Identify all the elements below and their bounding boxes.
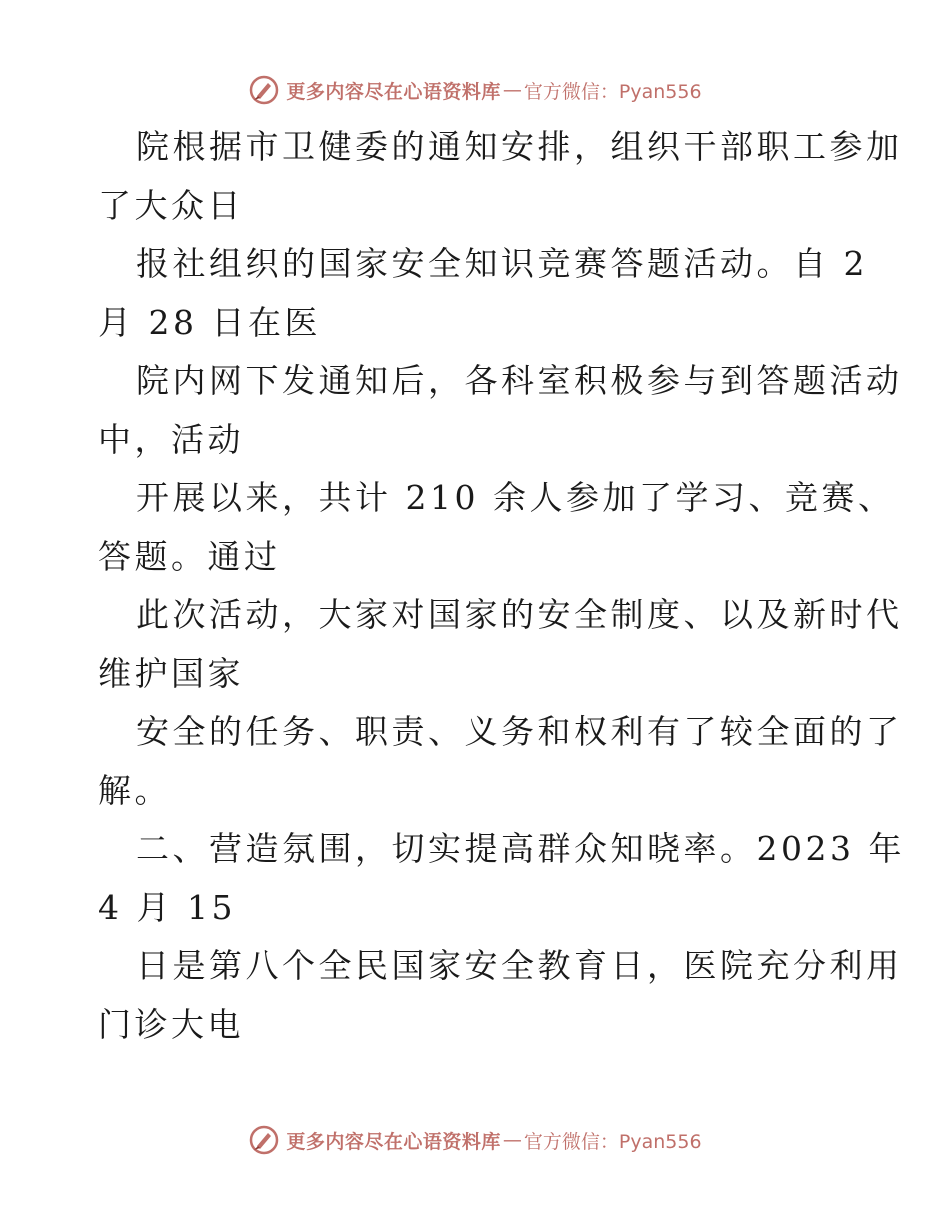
watermark-wechat: 官方微信：Pyan556 bbox=[523, 80, 702, 103]
footer-watermark bbox=[0, 1120, 950, 1160]
text-line: 中，活动 bbox=[98, 419, 244, 459]
text-line: 报社组织的国家安全知识竞赛答题活动。自 2 bbox=[136, 244, 868, 283]
header-watermark bbox=[0, 70, 950, 110]
watermark-separator: — bbox=[502, 79, 522, 101]
brand-logo-icon bbox=[248, 74, 280, 106]
document-body bbox=[98, 118, 905, 1054]
text-line: 门诊大电 bbox=[98, 1004, 244, 1044]
text-line: 院根据市卫健委的通知安排，组织干部职工参加 bbox=[136, 127, 903, 166]
watermark-title: 更多内容尽在心语资料库 bbox=[286, 1130, 501, 1153]
watermark-separator: — bbox=[502, 1129, 522, 1151]
text-line: 了大众日 bbox=[98, 185, 244, 225]
text-line: 二、营造氛围，切实提高群众知晓率。2023 年 bbox=[136, 829, 905, 868]
text-line: 答题。通过 bbox=[98, 536, 281, 576]
text-line: 日是第八个全民国家安全教育日，医院充分利用 bbox=[136, 946, 903, 985]
text-line: 4 月 15 bbox=[98, 887, 236, 927]
text-line: 开展以来，共计 210 余人参加了学习、竞赛、 bbox=[136, 478, 895, 517]
text-line: 院内网下发通知后，各科室积极参与到答题活动 bbox=[136, 361, 903, 400]
text-line: 此次活动，大家对国家的安全制度、以及新时代 bbox=[136, 595, 903, 634]
text-line: 月 28 日在医 bbox=[98, 302, 321, 342]
text-line: 维护国家 bbox=[98, 653, 244, 693]
text-line: 解。 bbox=[98, 770, 171, 810]
brand-logo-icon bbox=[248, 1124, 280, 1156]
watermark-wechat: 官方微信：Pyan556 bbox=[523, 1130, 702, 1153]
watermark-title: 更多内容尽在心语资料库 bbox=[286, 80, 501, 103]
text-line: 安全的任务、职责、义务和权利有了较全面的了 bbox=[136, 712, 903, 751]
